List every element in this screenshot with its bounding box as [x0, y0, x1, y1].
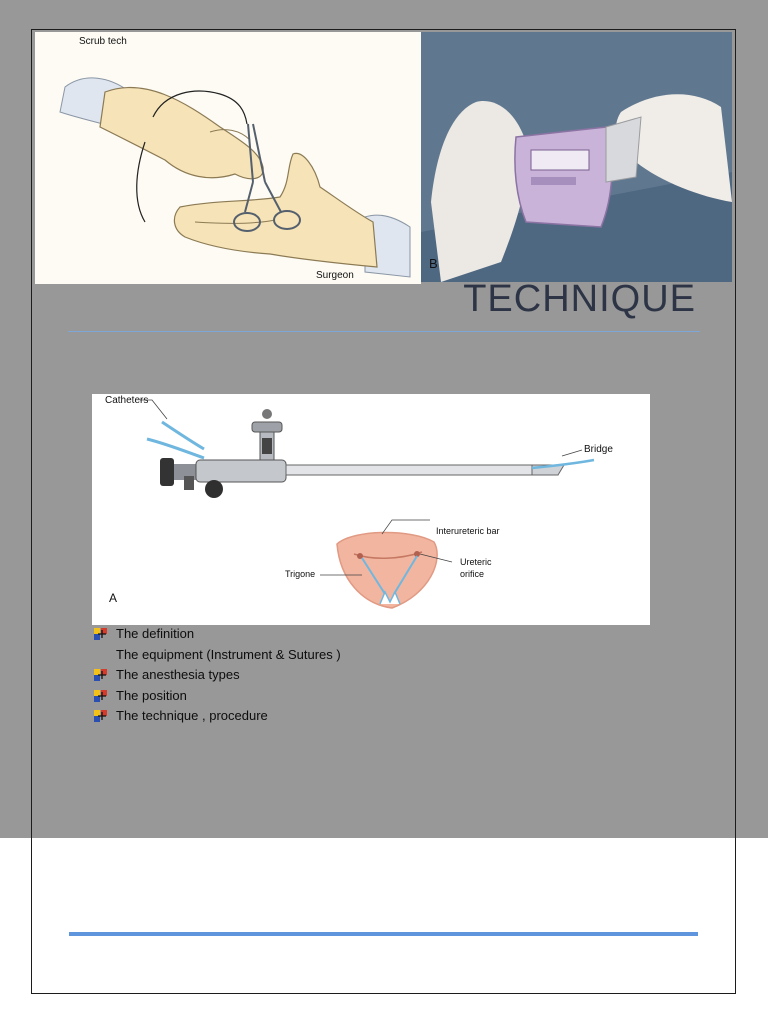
figure-cystoscope: [92, 394, 650, 625]
list-item-text: The position: [116, 687, 187, 703]
list-item-text: The technique , procedure: [116, 708, 268, 723]
topic-list: [92, 624, 341, 727]
label-bridge: Bridge: [584, 444, 613, 455]
list-item: [92, 645, 341, 666]
label-surgeon: Surgeon: [316, 270, 354, 281]
suture-packet-drawing: [421, 32, 732, 282]
page-heading: TECHNIQUE: [463, 278, 696, 320]
heading-divider: [68, 331, 700, 332]
hands-drawing: [35, 32, 421, 284]
panel-letter-a: A: [109, 591, 118, 605]
cystoscope-drawing: [92, 394, 650, 625]
label-catheters: Catheters: [105, 395, 149, 406]
label-interureteric-bar: Interureteric bar: [436, 526, 500, 536]
bullet-icon: [94, 690, 107, 702]
bullet-icon: [94, 628, 107, 640]
list-item-text: The definition: [116, 626, 195, 641]
list-item: [92, 706, 341, 727]
label-scrub-tech: Scrub tech: [79, 36, 127, 47]
label-trigone: Trigone: [285, 569, 316, 579]
photo-suture-packet: [421, 32, 732, 282]
label-ureteric: Ureteric: [460, 557, 492, 567]
label-orifice: orifice: [460, 569, 485, 579]
list-item: [92, 665, 341, 686]
list-item-text: The equipment (Instrument & Sutures ): [116, 646, 341, 662]
footer-divider: [69, 932, 698, 936]
list-item-text: The anesthesia types: [116, 667, 240, 682]
list-item: [92, 686, 341, 707]
bullet-icon: [94, 669, 107, 681]
bullet-icon: [94, 710, 107, 722]
panel-letter-b: B: [429, 256, 438, 271]
illustration-instrument-handoff: [35, 32, 421, 284]
list-item: [92, 624, 341, 645]
